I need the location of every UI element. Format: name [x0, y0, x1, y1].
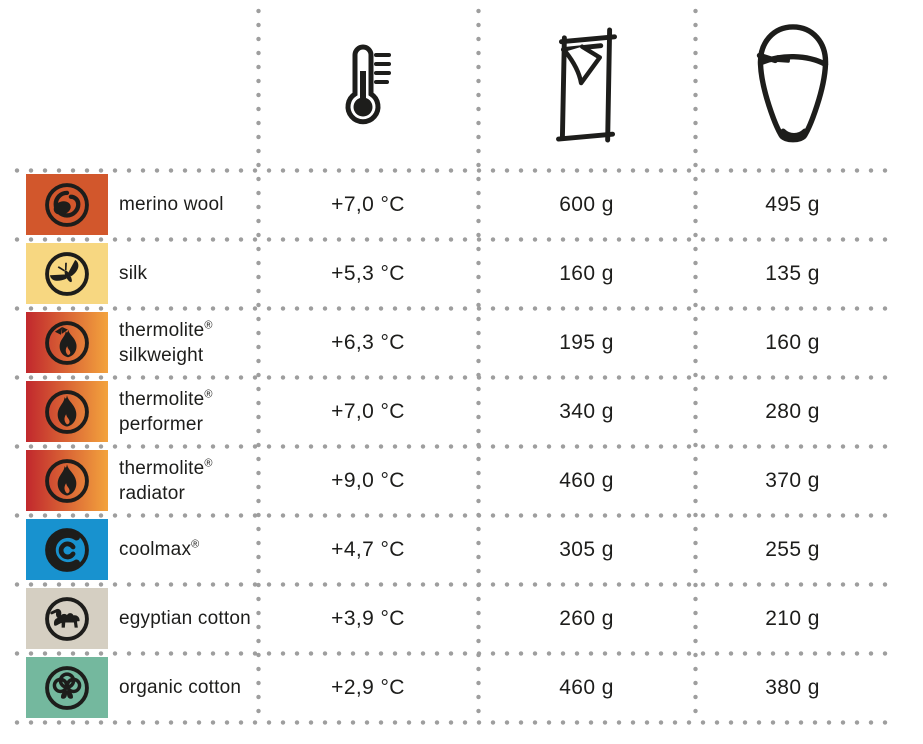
mummy-weight-value: 210 g: [765, 606, 820, 630]
material-name: organic cotton: [119, 677, 242, 698]
blanket-weight-value: 460 g: [559, 675, 614, 699]
temperature-value: +5,3 °C: [331, 261, 405, 285]
flame-icon: [41, 386, 93, 438]
thermometer-icon: [343, 44, 393, 126]
temperature-value: +6,3 °C: [331, 330, 405, 354]
material-name: coolmax: [119, 539, 192, 560]
table-row: [0, 584, 890, 653]
table-row: [0, 239, 890, 308]
table-row: [0, 515, 890, 584]
material-name-line2: silkweight: [119, 344, 204, 366]
coolmax-c-icon: [41, 524, 93, 576]
blanket-weight-value: 260 g: [559, 606, 614, 630]
material-cell: [0, 653, 258, 722]
material-cell: [0, 515, 258, 584]
mummy-weight-value: 370 g: [765, 468, 820, 492]
temperature-value: +4,7 °C: [331, 537, 405, 561]
material-swatch: [26, 657, 108, 718]
flame-icon: [41, 455, 93, 507]
material-label: [119, 318, 213, 368]
mummy-liner-column-header: [695, 0, 890, 170]
registered-trademark-symbol: ®: [204, 319, 213, 332]
mummy-weight-value: 160 g: [765, 330, 820, 354]
material-label: [119, 387, 213, 437]
material-swatch: [26, 381, 108, 442]
blanket-weight-value: 460 g: [559, 468, 614, 492]
blanket-weight-value: 195 g: [559, 330, 614, 354]
registered-trademark-symbol: ®: [204, 388, 213, 401]
material-swatch: [26, 243, 108, 304]
mummy-weight-value: 495 g: [765, 192, 820, 216]
material-name: thermolite: [119, 388, 205, 410]
material-label: [119, 192, 224, 217]
table-row: [0, 170, 890, 239]
blanket-weight-value: 600 g: [559, 192, 614, 216]
table-row: [0, 446, 890, 515]
material-cell: [0, 308, 258, 377]
blanket-weight-value: 305 g: [559, 537, 614, 561]
cotton-boll-icon: [41, 662, 93, 714]
temperature-value: +3,9 °C: [331, 606, 405, 630]
flame-moth-icon: [41, 317, 93, 369]
material-name-line2: radiator: [119, 482, 186, 504]
material-swatch: [26, 174, 108, 235]
blanket-weight-value: 340 g: [559, 399, 614, 423]
temperature-value: +7,0 °C: [331, 192, 405, 216]
material-name: merino wool: [119, 194, 224, 215]
mummy-weight-value: 380 g: [765, 675, 820, 699]
temperature-value: +7,0 °C: [331, 399, 405, 423]
material-label: [119, 537, 199, 562]
table-header: [0, 0, 890, 170]
material-cell: [0, 446, 258, 515]
material-name: silk: [119, 263, 148, 284]
material-name: thermolite: [119, 319, 205, 341]
table-row: [0, 308, 890, 377]
ram-icon: [41, 179, 93, 231]
butterfly-icon: [41, 248, 93, 300]
temperature-value: +9,0 °C: [331, 468, 405, 492]
material-cell: [0, 377, 258, 446]
material-label: [119, 261, 147, 286]
material-label: [119, 456, 213, 506]
material-swatch: [26, 519, 108, 580]
registered-trademark-symbol: ®: [204, 457, 213, 470]
temperature-value: +2,9 °C: [331, 675, 405, 699]
material-cell: [0, 170, 258, 239]
material-cell: [0, 239, 258, 308]
material-name: thermolite: [119, 457, 205, 479]
mummy-weight-value: 255 g: [765, 537, 820, 561]
table-row: [0, 377, 890, 446]
material-label: [119, 675, 241, 700]
material-cell: [0, 584, 258, 653]
material-name-line2: performer: [119, 413, 204, 435]
registered-trademark-symbol: ®: [191, 538, 200, 551]
mummy-liner-icon: [755, 23, 831, 147]
material-swatch: [26, 588, 108, 649]
material-name: egyptian cotton: [119, 608, 251, 629]
material-swatch: [26, 312, 108, 373]
temperature-column-header: [258, 0, 478, 170]
blanket-liner-column-header: [478, 0, 695, 170]
mummy-weight-value: 135 g: [765, 261, 820, 285]
camel-icon: [41, 593, 93, 645]
blanket-liner-icon: [555, 26, 619, 144]
table-body: [0, 170, 890, 722]
table-row: [0, 653, 890, 722]
material-label: [119, 606, 251, 631]
mummy-weight-value: 280 g: [765, 399, 820, 423]
blanket-weight-value: 160 g: [559, 261, 614, 285]
material-swatch: [26, 450, 108, 511]
